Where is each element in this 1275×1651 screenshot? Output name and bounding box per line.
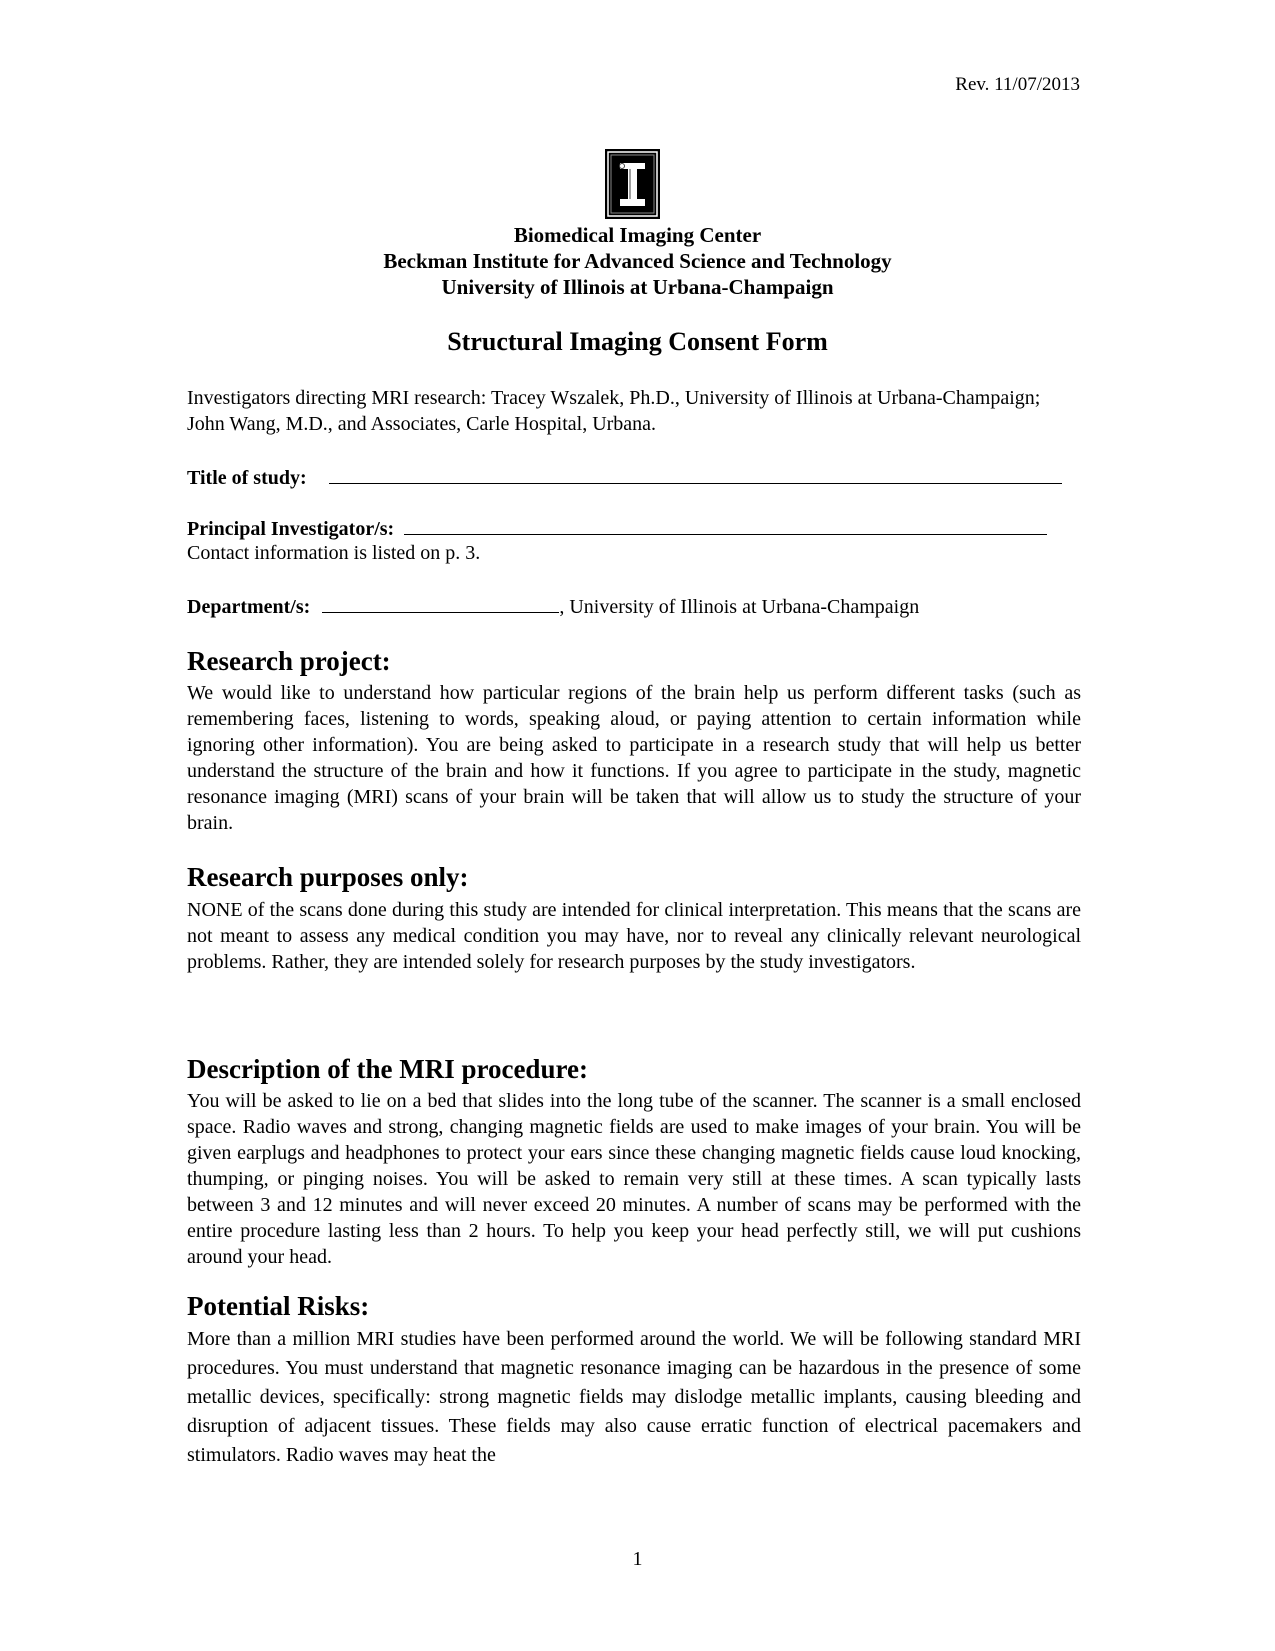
section-heading-mri-procedure: Description of the MRI procedure: (187, 1054, 588, 1084)
university-logo-icon (605, 149, 660, 219)
header-university-name: University of Illinois at Urbana-Champaign (441, 275, 834, 299)
section-body-research-project: We would like to understand how particular regions of the brain help us perform different tasks (such as remembering faces, listening to words, speaking aloud, or paying attention to certain information while ignoring other information). You are being asked to participate in a research study that will help us better understand the structure of the brain and how it functions. If you agree to participate in the study, magnetic resonance imaging (MRI) scans of your brain will be taken that will allow us to study the structure of your brain. (187, 682, 1081, 834)
section-heading-research-project: Research project: (187, 646, 391, 676)
section-body-research-purposes: NONE of the scans done during this study are intended for clinical interpretation. This means that the scans are not meant to assess any medical condition you may have, nor to reveal any clinically relevant neurological problems. Rather, they are intended solely for research purposes by the study investigators. (187, 899, 1081, 973)
form-title: Structural Imaging Consent Form (447, 327, 828, 356)
principal-investigator-blank[interactable] (404, 516, 1047, 535)
section-body-potential-risks: More than a million MRI studies have been performed around the world. We will be following standard MRI procedures. You must understand that magnetic resonance imaging can be hazardous in the presence of some metallic devices, specifically: strong magnetic fields may dislodge metallic implants, causing bleeding and disruption of adjacent tissues. These fields may also cause erratic function of electrical pacemakers and stimulators. Radio waves may heat the (187, 1328, 1081, 1466)
principal-investigator-label: Principal Investigator/s: (187, 518, 395, 540)
principal-investigator-field (187, 516, 1047, 541)
department-blank[interactable] (322, 594, 559, 613)
header-center-name: Biomedical Imaging Center (513, 223, 762, 247)
contact-note: Contact information is listed on p. 3. (187, 542, 481, 564)
title-of-study-label: Title of study: (187, 467, 307, 489)
section-heading-research-purposes: Research purposes only: (187, 862, 469, 892)
department-label: Department/s: (187, 596, 311, 618)
investigators-statement: Investigators directing MRI research: Tracey Wszalek, Ph.D., University of Illinois at Urbana-Champaign; John Wang, M.D., and Associates, Carle Hospital, Urbana. (187, 387, 1041, 435)
section-heading-potential-risks: Potential Risks: (187, 1291, 370, 1321)
department-field (187, 594, 919, 619)
title-of-study-field (187, 465, 1062, 490)
revision-date: Rev. 11/07/2013 (955, 74, 1080, 95)
header-institute-name: Beckman Institute for Advanced Science and Technology (383, 249, 892, 273)
page-number: 1 (632, 1548, 643, 1570)
department-suffix: , University of Illinois at Urbana-Champaign (559, 596, 920, 618)
section-body-mri-procedure: You will be asked to lie on a bed that slides into the long tube of the scanner. The scanner is a small enclosed space. Radio waves and strong, changing magnetic fields are used to make images of your brain. You will be given earplugs and headphones to protect your ears since these changing magnetic fields cause loud knocking, thumping, or pinging noises. You will be asked to remain very still at these times. A scan typically lasts between 3 and 12 minutes and will never exceed 20 minutes. A number of scans may be performed with the entire procedure lasting less than 2 hours. To help you keep your head perfectly still, we will put cushions around your head. (187, 1090, 1081, 1268)
title-of-study-blank[interactable] (329, 465, 1062, 484)
